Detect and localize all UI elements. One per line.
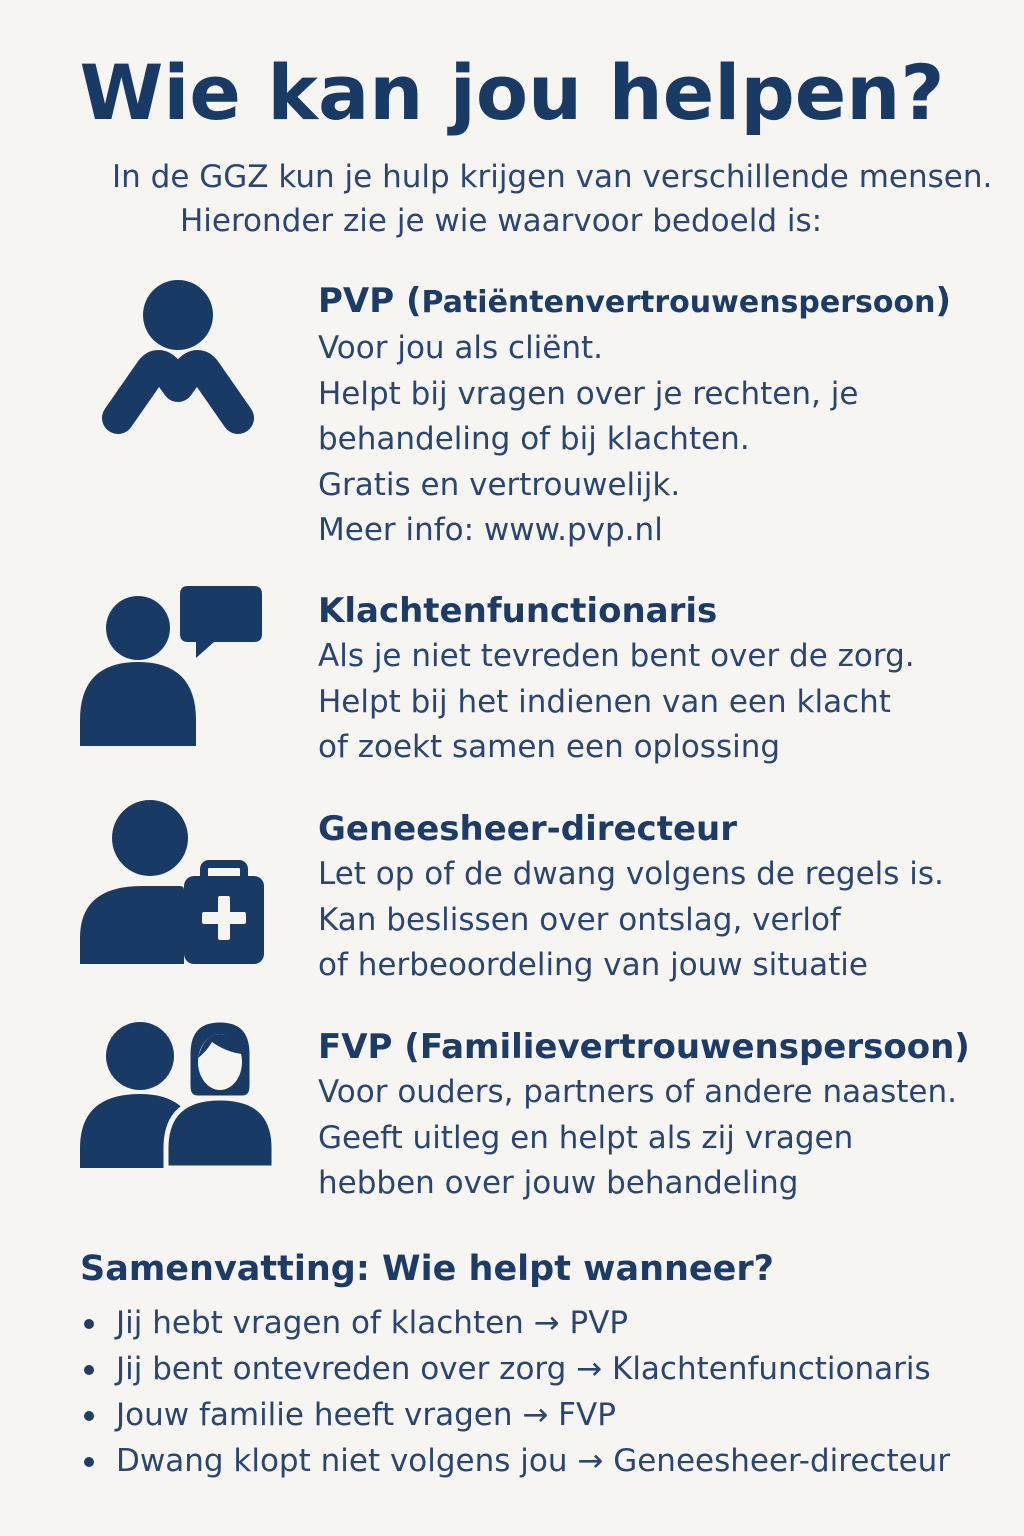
summary-title: Samenvatting: Wie helpt wanneer?: [80, 1249, 774, 1289]
person-icon: [100, 278, 260, 443]
summary-item-text: Jouw familie heeft vragen → FVP: [116, 1397, 616, 1433]
section-pvp-line: Gratis en vertrouwelijk.: [318, 466, 681, 503]
section-pvp-line: behandeling of bij klachten.: [318, 421, 750, 457]
summary-item-text: Jij hebt vragen of klachten → PVP: [116, 1305, 629, 1341]
summary-item: [80, 1392, 1000, 1438]
person-speech-bubble-icon: [80, 580, 270, 750]
section-fvp-line: hebben over jouw behandeling: [318, 1165, 799, 1201]
section-pvp-link[interactable]: Meer info: www.pvp.nl: [318, 512, 663, 548]
summary-item: [80, 1346, 1000, 1392]
section-fvp-title: FVP (Familievertrouwenspersoon): [318, 1027, 970, 1067]
family-icon: [80, 1018, 280, 1168]
section-pvp-title-sub: Patiëntenvertrouwenspersoon: [421, 285, 936, 320]
section-pvp-line: Voor jou als cliënt.: [318, 330, 604, 366]
section-pvp-title: [318, 278, 1008, 326]
summary-item: [80, 1438, 1000, 1484]
page-title: Wie kan jou helpen?: [79, 48, 945, 137]
section-geneesheer-directeur-title: Geneesheer-directeur: [318, 809, 737, 849]
section-fvp: [318, 1024, 1008, 1207]
intro-line-1: In de GGZ kun je hulp krijgen van verschillende mensen.: [112, 159, 993, 195]
section-pvp-title-main: PVP (: [318, 281, 422, 321]
section-klachtenfunctionaris: [318, 588, 1008, 771]
section-klachtenfunctionaris-title: Klachtenfunctionaris: [318, 591, 718, 631]
section-klachtenfunctionaris-line: Als je niet tevreden bent over de zorg.: [318, 638, 915, 674]
intro-line-2: Hieronder zie je wie waarvoor bedoeld is:: [180, 203, 823, 239]
section-pvp: [318, 278, 1008, 554]
summary-item-text: Dwang klopt niet volgens jou → Geneesheer-directeur: [116, 1443, 951, 1479]
bullet-icon: [84, 1365, 94, 1375]
section-pvp-title-end: ): [935, 281, 952, 321]
section-fvp-line: Geeft uitleg en helpt als zij vragen: [318, 1119, 854, 1156]
section-geneesheer-directeur-line: of herbeoordeling van jouw situatie: [318, 947, 868, 983]
person-medical-kit-icon: [80, 798, 270, 968]
bullet-icon: [84, 1457, 94, 1467]
section-geneesheer-directeur: [318, 806, 1008, 989]
section-klachtenfunctionaris-line: Helpt bij het indienen van een klacht: [318, 683, 891, 720]
summary-list: [80, 1300, 1000, 1484]
summary-item-text: Jij bent ontevreden over zorg → Klachtenfunctionaris: [116, 1351, 931, 1387]
bullet-icon: [84, 1411, 94, 1421]
section-geneesheer-directeur-line: Let op of de dwang volgens de regels is.: [318, 856, 944, 892]
bullet-icon: [84, 1319, 94, 1329]
section-pvp-line: Helpt bij vragen over je rechten, je: [318, 375, 859, 412]
section-geneesheer-directeur-line: Kan beslissen over ontslag, verlof: [318, 901, 841, 938]
summary: [80, 1244, 1000, 1484]
section-fvp-line: Voor ouders, partners of andere naasten.: [318, 1074, 957, 1110]
summary-item: [80, 1300, 1000, 1346]
section-klachtenfunctionaris-line: of zoekt samen een oplossing: [318, 729, 781, 765]
